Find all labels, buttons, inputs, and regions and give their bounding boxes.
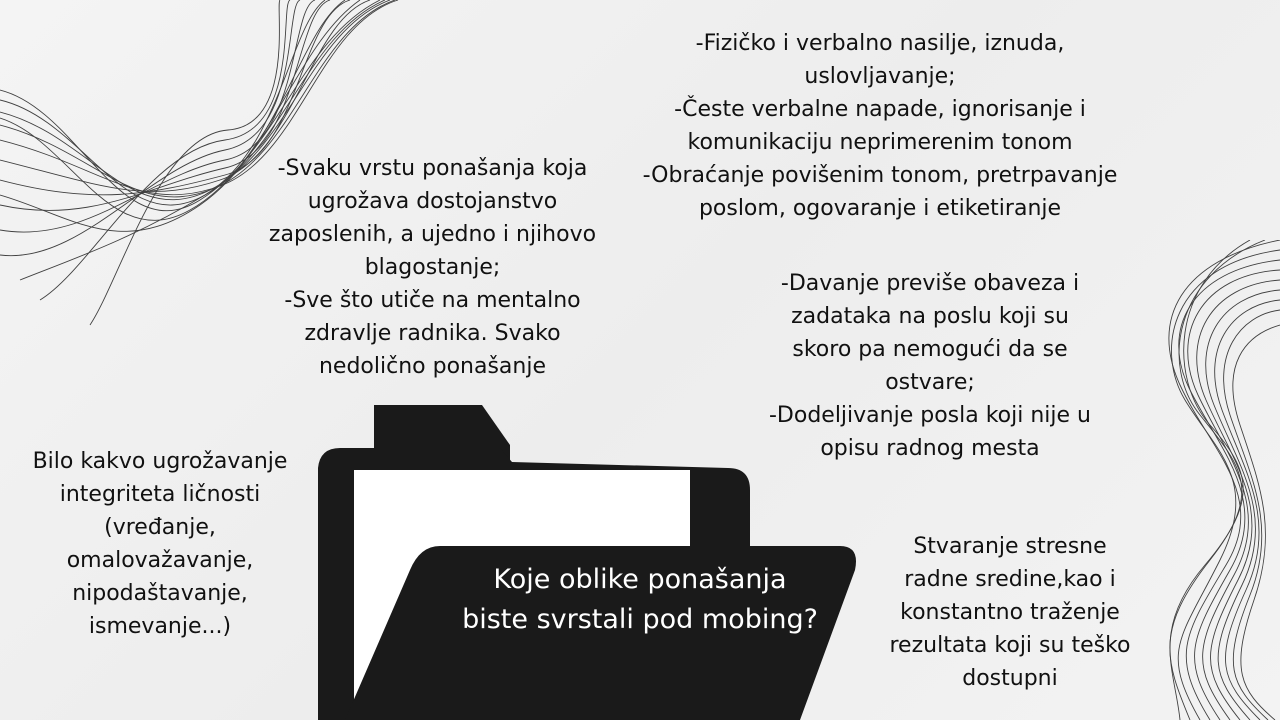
- question-line-1: Koje oblike ponašanja: [493, 564, 787, 595]
- answer-center-left: [255, 152, 610, 383]
- answer-line: ismevanje...): [88, 614, 232, 639]
- answer-line: radne sredine,kao i: [904, 567, 1116, 592]
- answer-line: -Česte verbalne napade, ignorisanje i: [674, 97, 1086, 122]
- answer-line: dostupni: [962, 666, 1058, 691]
- answer-line: poslom, ogovaranje i etiketiranje: [698, 196, 1062, 221]
- answer-line: -Sve što utiče na mentalno: [284, 288, 581, 313]
- answer-middle-right: [740, 267, 1120, 465]
- wave-lines-right: [1150, 240, 1280, 720]
- answer-line: -Fizičko i verbalno nasilje, iznuda,: [695, 31, 1065, 56]
- answer-line: -Davanje previše obaveza i: [780, 271, 1080, 296]
- answer-line: nipodaštavanje,: [72, 581, 248, 606]
- question-line-2: biste svrstali pod mobing?: [462, 604, 818, 635]
- answer-line: Bilo kakvo ugrožavanje: [32, 449, 288, 474]
- answer-line: ostvare;: [885, 370, 975, 395]
- answer-bottom-right: [865, 530, 1155, 695]
- answer-line: zadataka na poslu koji su: [791, 304, 1069, 329]
- answer-line: Stvaranje stresne: [913, 534, 1107, 559]
- answer-line: zaposlenih, a ujedno i njihovo: [268, 222, 597, 247]
- answer-line: omalovažavanje,: [66, 548, 254, 573]
- answer-line: integriteta ličnosti: [59, 482, 261, 507]
- central-question: [430, 560, 850, 640]
- answer-line: opisu radnog mesta: [820, 436, 1040, 461]
- answer-line: skoro pa nemogući da se: [792, 337, 1068, 362]
- answer-line: konstantno traženje: [900, 600, 1120, 625]
- answer-line: ugrožava dostojanstvo: [307, 189, 558, 214]
- answer-top-right: [615, 27, 1145, 225]
- answer-line: nedolično ponašanje: [318, 354, 546, 379]
- answer-line: -Svaku vrstu ponašanja koja: [277, 156, 588, 181]
- answer-line: -Dodeljivanje posla koji nije u: [768, 403, 1091, 428]
- answer-line: -Obraćanje povišenim tonom, pretrpavanje: [642, 163, 1118, 188]
- answer-line: blagostanje;: [364, 255, 501, 280]
- answer-line: rezultata koji su teško: [889, 633, 1131, 658]
- answer-line: uslovljavanje;: [804, 64, 956, 89]
- answer-bottom-left: [15, 445, 305, 643]
- answer-line: komunikaciju neprimerenim tonom: [687, 130, 1073, 155]
- answer-line: zdravlje radnika. Svako: [304, 321, 561, 346]
- answer-line: (vređanje,: [104, 515, 216, 540]
